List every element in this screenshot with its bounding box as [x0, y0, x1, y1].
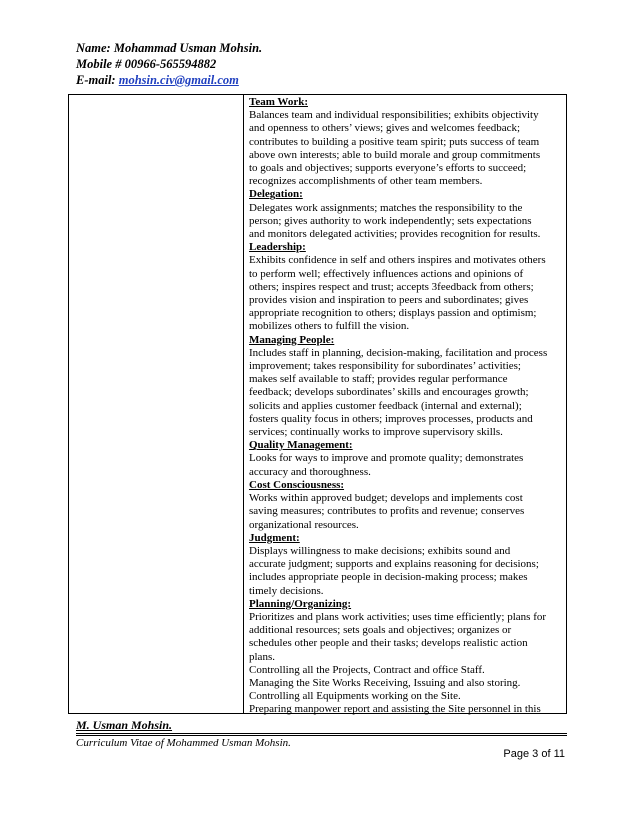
section-text-line: recognizes accomplishments of other team members. [249, 175, 483, 188]
section-title: Quality Management: [249, 439, 353, 452]
section-title: Leadership: [249, 241, 306, 254]
section-text-line: Delegates work assignments; matches the responsibility to the [249, 201, 523, 214]
section-text-line: Managing the Site Works Receiving, Issuing and also storing. [249, 676, 521, 689]
section-text-line: Includes staff in planning, decision-making, facilitation and process [249, 346, 548, 359]
email-link[interactable]: mohsin.civ@gmail.com [118, 73, 239, 87]
section-text-line: Controlling all the Projects, Contract and office Staff. [249, 663, 485, 676]
skills-column [249, 96, 564, 717]
section-text-line: Balances team and individual responsibilities; exhibits objectivity [249, 109, 539, 122]
name-line: Name: Mohammad Usman Mohsin. [76, 41, 263, 55]
section-text-line: feedback; develops subordinates’ skills and encourages growth; [249, 386, 529, 399]
section-text-line: includes appropriate people in decision-making process; makes [249, 571, 528, 584]
section-text-line: to goals and objectives; supports everyone’s efforts to succeed; [249, 162, 527, 175]
cv-table [68, 94, 567, 714]
header [76, 40, 262, 88]
footer-cv-line: Curriculum Vitae of Mohammed Usman Mohsin. [76, 737, 291, 749]
section-text-line: saving measures; contributes to profits and revenue; conserves [249, 505, 525, 518]
section-text-line: makes self available to staff; provides regular performance [249, 373, 508, 386]
section-text-line: Displays willingness to make decisions; exhibits sound and [249, 544, 511, 557]
section-text-line: additional resources; sets goals and objectives; organizes or [249, 624, 512, 637]
section-text-line: Prioritizes and plans work activities; uses time efficiently; plans for [249, 610, 547, 623]
section-text-line: schedules other people and their tasks; develops realistic action [249, 637, 528, 650]
section-title: Cost Consciousness: [249, 478, 345, 491]
section-text-line: Controlling all Equipments working on the Site. [249, 690, 461, 703]
page-number: Page 3 of 11 [503, 748, 565, 760]
section-text-line: Preparing manpower report and assisting the Site personnel in this [249, 703, 541, 716]
section-text-line: organizational resources. [249, 518, 359, 531]
section-text-line: Looks for ways to improve and promote quality; demonstrates [249, 452, 524, 465]
footer [76, 718, 567, 750]
section-text-line: improvement; takes responsibility for subordinates’ activities; [249, 360, 521, 373]
section-text-line: appropriate recognition to others; displays passion and optimism; [249, 307, 537, 320]
footer-name: M. Usman Mohsin. [76, 718, 173, 732]
section-title: Planning/Organizing: [249, 597, 352, 610]
column-divider [243, 95, 244, 713]
section-title: Team Work: [249, 96, 308, 108]
section-text-line: mobilizes others to fulfill the vision. [249, 320, 410, 333]
section-text-line: timely decisions. [249, 584, 324, 597]
section-text-line: fosters quality focus in others; improves processes, products and [249, 412, 533, 425]
section-text-line: accurate judgment; supports and explains reasoning for decisions; [249, 558, 539, 571]
section-text-line: above own interests; able to build morale and group commitments [249, 148, 541, 161]
section-text-line: and openness to others’ views; gives and welcomes feedback; [249, 122, 521, 135]
email-label: E-mail: [76, 73, 119, 87]
section-text-line: person; gives authority to work independently; sets expectations [249, 214, 532, 227]
section-text-line: solicits and applies customer feedback (internal and external); [249, 399, 522, 412]
section-text-line: plans. [249, 650, 275, 663]
section-title: Managing People: [249, 333, 335, 346]
mobile-line: Mobile # 00966-565594882 [76, 57, 217, 71]
section-text-line: others; inspires respect and trust; accepts 3feedback from others; [249, 280, 534, 293]
section-title: Delegation: [249, 188, 303, 201]
section-text-line: Exhibits confidence in self and others inspires and motivates others [249, 254, 546, 267]
section-text-line: services; continually works to improve supervisory skills. [249, 426, 503, 439]
section-text-line: Works within approved budget; develops and implements cost [249, 492, 523, 505]
section-text-line: to perform well; effectively influences actions and opinions of [249, 267, 524, 280]
email-line [76, 72, 262, 88]
section-text-line: and monitors delegated activities; provides recognition for results. [249, 228, 541, 241]
section-text-line: contributes to building a positive team spirit; puts success of team [249, 135, 540, 148]
section-text-line: provides vision and inspiration to peers and subordinates; gives [249, 294, 529, 307]
section-text-line: accuracy and thoroughness. [249, 465, 371, 478]
section-title: Judgment: [249, 531, 300, 544]
